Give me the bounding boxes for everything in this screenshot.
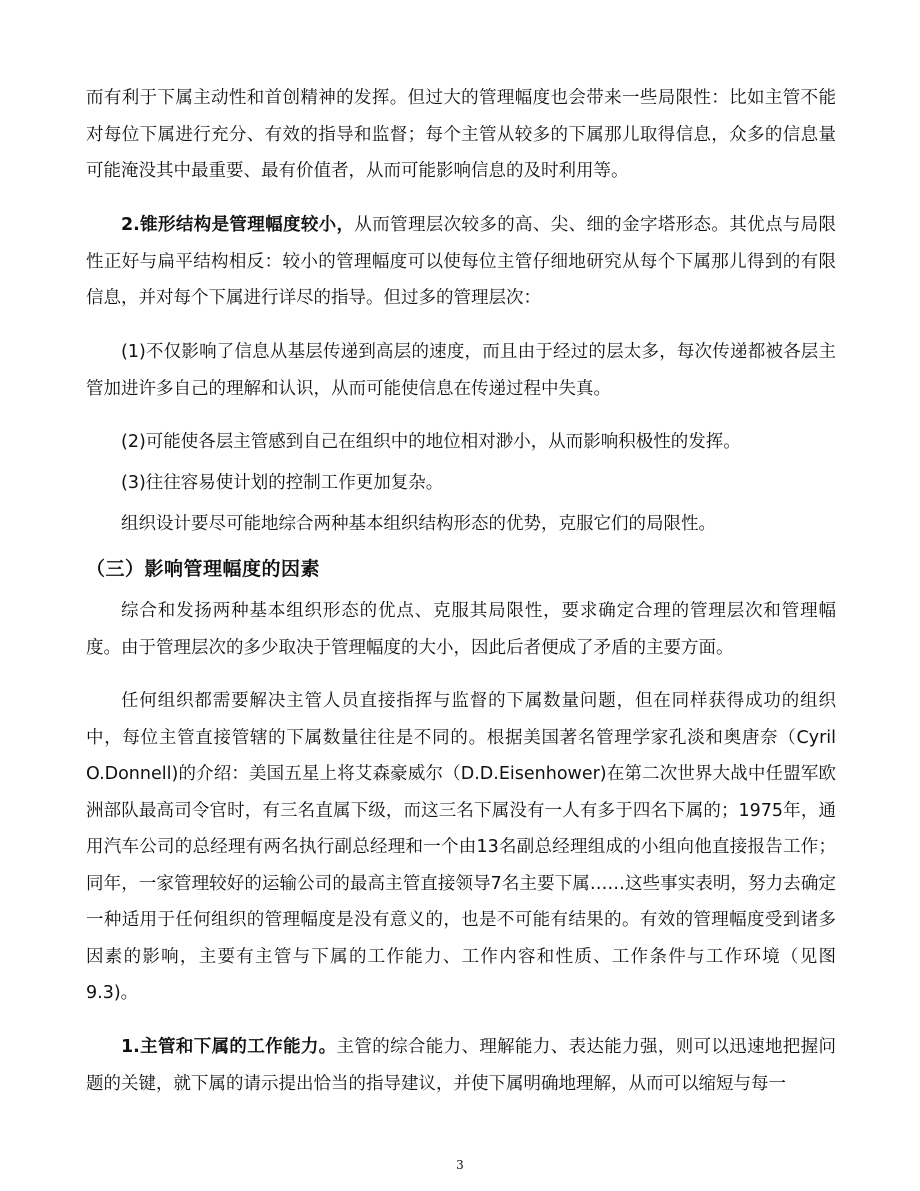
work-ability-text: 主管的综合能力、理解能力、表达能力强，则可以迅速地把握问题的关键，就下属的请示提出恰当的指导建议，并使下属明确地理解，从而可以缩短与每一 xyxy=(86,1037,836,1094)
paragraph-span-determination: 综合和发扬两种基本组织形态的优点、克服其局限性，要求确定合理的管理层次和管理幅度。由于管理层次的多少取决于管理幅度的大小，因此后者便成了矛盾的主要方面。 xyxy=(86,601,836,658)
pyramid-structure-lead: 2.锥形结构是管理幅度较小， xyxy=(121,215,355,235)
pyramid-structure-text: 从而管理层次较多的高、尖、细的金字塔形态。其优点与局限性正好与扁平结构相反：较小的管理幅度可以使每位主管仔细地研究从每个下属那儿得到的有限信息，并对每个下属进行详尽的指导。但过多的管理层次： xyxy=(86,215,837,308)
work-ability-lead: 1.主管和下属的工作能力。 xyxy=(121,1037,337,1057)
list-item-2: (2)可能使各层主管感到自己在组织中的地位相对渺小，从而影响积极性的发挥。 xyxy=(121,432,741,452)
paragraph-span-limitations: 而有利于下属主动性和首创精神的发挥。但过大的管理幅度也会带来一些局限性：比如主管不能对每位下属进行充分、有效的指导和监督；每个主管从较多的下属那儿取得信息，众多的信息量可能淹没其中最重要、最有价值者，从而可能影响信息的及时利用等。 xyxy=(86,88,836,181)
paragraph-work-ability xyxy=(86,1029,836,1102)
section-heading: （三）影响管理幅度的因素 xyxy=(86,558,321,580)
list-item-1: (1)不仅影响了信息从基层传递到高层的速度，而且由于经过的层太多，每次传递都被各层主管加进许多自己的理解和认识，从而可能使信息在传递过程中失真。 xyxy=(86,342,836,399)
paragraph-pyramid-structure xyxy=(86,207,836,317)
paragraph-span-examples: 任何组织都需要解决主管人员直接指挥与监督的下属数量问题，但在同样获得成功的组织中，每位主管直接管辖的下属数量往往是不同的。根据美国著名管理学家孔淡和奥唐奈（Cyril O.Donnell)的介绍：美国五星上将艾森豪威尔（D.D.Eisenhower)在第二次世界大战中任盟军欧洲部队最高司令官时，有三名直属下级，而这三名下属没有一人有多于四名下属的；1975年，通用汽车公司的总经理有两名执行副总经理和一个由13名副总经理组成的小组向他直接报告工作；同年，一家管理较好的运输公司的最高主管直接领导7名主要下属……这些事实表明，努力去确定一种适用于任何组织的管理幅度是没有意义的，也是不可能有结果的。有效的管理幅度受到诸多因素的影响，主要有主管与下属的工作能力、工作内容和性质、工作条件与工作环境（见图9.3)。 xyxy=(86,691,836,1003)
list-item-3: (3)往往容易使计划的控制工作更加复杂。 xyxy=(121,473,444,493)
page-number: 3 xyxy=(456,1158,464,1172)
paragraph-design-summary: 组织设计要尽可能地综合两种基本组织结构形态的优势，克服它们的局限性。 xyxy=(121,514,716,534)
